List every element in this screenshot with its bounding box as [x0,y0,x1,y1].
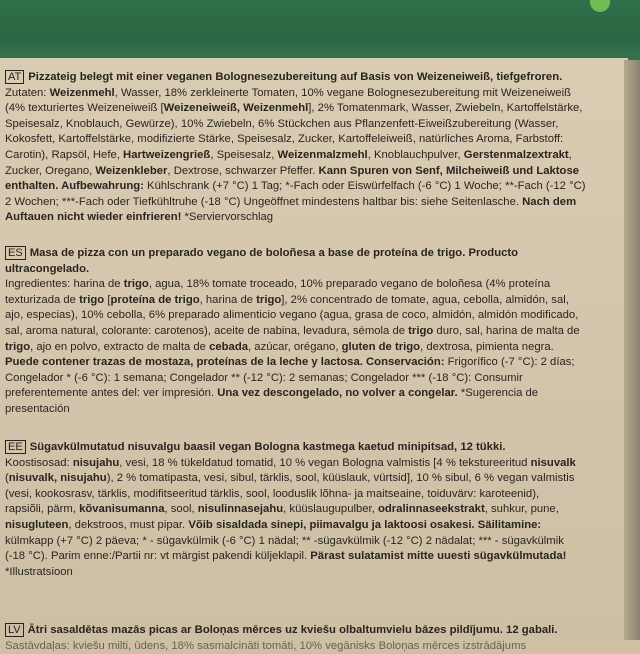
bold-text-segment: nisuvalk [530,456,576,469]
bold-text-segment: cebada [209,340,249,353]
text-segment: (vesi, kookosrasv, tärklis, modifitseeritud tärklis, sool, looduslik lõhna- ja maitseaine, toiduvärv: karoteenid), [5,487,540,500]
text-segment: ajo, especias), 10% cebolla, 6% preparado alimenticio vegano (agua, grasa de coco, almidón, almidón modificado, [5,309,579,322]
text-line [5,440,619,456]
text-segment: *Sugerencia de [457,387,539,400]
bold-text-segment: Hartweizengrieß [123,148,211,161]
bold-text-segment: Võib sisaldada sinepi, piimavalgu ja laktoosi osakesi. Säilitamine: [188,518,542,531]
text-line [5,639,619,654]
bold-text-segment: trigo [5,340,31,353]
text-line [5,277,619,293]
text-line [5,471,619,487]
bold-text-segment: Auftauen nicht wieder einfrieren! [5,211,182,224]
bold-text-segment: nisuvalk, nisujahu [8,472,107,485]
text-segment: Zutaten: [5,86,50,99]
text-line [5,164,619,180]
text-segment: Zucker, Oregano, [5,164,96,177]
text-segment: Carotin), Rapsöl, Hefe, [5,148,124,161]
text-segment: (4% texturiertes Weizeneiweiß [ [5,102,164,115]
text-segment: preferentemente antes del: ver impresión. [5,387,218,400]
text-line [5,308,619,324]
text-line [5,132,619,148]
text-line [5,340,619,356]
language-code-tag: LV [5,623,24,637]
text-line [5,179,619,195]
text-segment: Koostisosad: [5,456,73,469]
language-code-tag: EE [5,440,26,454]
text-segment: Kokosfett, Kartoffelstärke, modifizierte Stärke, Speisesalz, Zucker, Kartoffeleiweiß, natürliches Aroma, Farbstoff: [5,133,564,146]
text-segment: presentación [5,402,70,415]
text-segment: , küüslaugupulber, [283,503,378,516]
text-segment: (-18 °C). Parim enne:/Partii nr: vt märgist pakendi küljeklapil. [5,550,311,563]
text-segment: Speisesalz, Knoblauch, Gewürze), 10% Zwiebeln, 6% Stückchen aus Pflanzenfett-Eiweißzubereitung (Wasser, [5,117,559,130]
bold-text-segment: odralinnaseekstrakt [377,503,485,516]
bold-text-segment: nisulinnasejahu [197,503,284,516]
text-segment: , suhkur, pune, [484,503,559,516]
text-segment: , Dextrose, schwarzer Pfeffer. [167,164,319,177]
bold-text-segment: Kann Spuren von Senf, Milcheiweiß und Laktose [318,164,580,177]
bold-text-segment: trigo [256,293,282,306]
bold-text-segment: trigo [79,293,105,306]
bold-text-segment: proteína de trigo [110,293,200,306]
text-segment: Congelador * (-6 °C): 1 semana; Congelador ** (-12 °C): 2 semanas; Congelador *** (-18 °C): Consumir [5,371,523,384]
bold-text-segment: Pärast sulatamist mitte uuesti sügavkülmutada! [310,550,567,563]
text-line [5,502,619,518]
text-segment: Sastāvdaļas: kviešu milti, ūdens, 18% sasmalcināti tomāti, 10% vegānisks Boloņas mērces izstrādājums [5,639,527,652]
bold-text-segment: Ātri sasaldētas mazās picas ar Boloņas mērces uz kviešu olbaltumvielu bāzes pildījumu. 12 gabali. [27,624,558,636]
text-line [5,534,619,550]
language-code-tag: AT [5,70,24,84]
ingredients-panel [0,58,628,652]
text-segment: Kühlschrank (+7 °C) 1 Tag; *-Fach oder Eiswürfelfach (-6 °C) 1 Woche; **-Fach (-12 °C) [143,180,586,193]
text-segment: , Knoblauchpulver, [367,148,464,161]
text-segment: ), 2 % tomatipasta, vesi, sibul, tärklis, sool, küüslauk, vürtsid], 10 % sibul, 6 % vegan valmistis [106,472,575,485]
bold-text-segment: trigo [123,278,149,291]
text-segment: texturizada de [5,293,80,306]
text-segment: , Speisesalz, [210,148,278,161]
bold-text-segment: Weizenmehl [49,86,115,99]
bold-text-segment: nisujahu [72,456,120,469]
text-segment: duro, sal, harina de malta de [433,324,580,337]
text-line [5,386,619,402]
bold-text-segment: kõvanisumanna [79,503,165,516]
text-segment: , dekstroos, must pipar. [68,518,189,531]
text-line [5,210,619,226]
bold-text-segment: Pizzateig belegt mit einer veganen Bolognesezubereitung auf Basis von Weizeneiweiß, tiefgefroren. [28,71,563,83]
text-segment: , [568,148,572,161]
text-line [5,293,619,309]
text-line [5,262,619,278]
text-segment: , ajo en polvo, extracto de malta de [30,340,210,353]
text-segment: [ [104,293,111,306]
language-code-tag: ES [5,246,26,260]
text-line [5,148,619,164]
text-line [5,195,619,211]
text-line [5,549,619,565]
text-line [5,70,619,86]
text-line [5,487,619,503]
text-segment: Frigorífico (-7 °C): 2 días; [444,356,575,369]
text-line [5,518,619,534]
bold-text-segment: enthalten. Aufbewahrung: [5,180,144,193]
text-segment: ], 2% concentrado de tomate, agua, cebolla, almidón, sal, [281,293,569,306]
bold-text-segment: nisugluteen [5,518,69,531]
text-segment: rapsiõli, pärm, [5,503,80,516]
text-line [5,623,619,639]
section-at [5,70,619,226]
bold-text-segment: Weizenmalzmehl [277,148,368,161]
bold-text-segment: Puede contener trazas de mostaza, proteínas de la leche y lactosa. Conservación: [5,356,445,369]
text-segment: ], 2% Tomatenmark, Wasser, Zwiebeln, Kartoffelstärke, [308,102,583,115]
bold-text-segment: ultracongelado. [5,262,90,275]
text-segment: , vesi, 18 % tükeldatud tomatid, 10 % vegan Bologna valmistis [4 % tekstureeritud [119,456,531,469]
text-segment: , harina de [199,293,257,306]
bold-text-segment: Sügavkülmutatud nisuvalgu baasil vegan Bologna kastmega kaetud minipitsad, 12 tükki. [29,441,506,453]
text-segment: , sool, [164,503,198,516]
text-line [5,101,619,117]
text-line [5,246,619,262]
section-ee [5,440,619,580]
text-segment: *Serviervorschlag [181,211,274,224]
text-segment: Ingredientes: harina de [5,278,124,291]
section-lv [5,623,619,654]
bold-text-segment: Gerstenmalzextrakt [463,148,569,161]
text-line [5,324,619,340]
bold-text-segment: Weizeneiweiß, Weizenmehl [163,102,309,115]
text-segment: , azúcar, orégano, [248,340,342,353]
text-line [5,565,619,581]
section-es [5,246,619,418]
text-segment: ( [5,472,9,485]
bold-text-segment: Weizenkleber [95,164,168,177]
text-line [5,117,619,133]
bold-text-segment: Nach dem [522,195,577,208]
text-segment: sal, aroma natural, colorante: carotenos), aceite de nabina, levadura, sémola de [5,324,409,337]
text-segment: 2 Wochen; ***-Fach oder Tiefkühltruhe (-18 °C) Ungeöffnet mindestens haltbar bis: siehe Seitenlasche. [5,195,523,208]
text-segment: *Illustratsioon [5,565,73,578]
text-segment: , dextrosa, pimienta negra. [420,340,554,353]
text-line [5,86,619,102]
bold-text-segment: Una vez descongelado, no volver a congelar. [217,387,458,400]
text-line [5,355,619,371]
text-line [5,456,619,472]
text-line [5,402,619,418]
text-segment: külmkapp (+7 °C) 2 päeva; * - sügavkülmik (-6 °C) 1 nädal; ** -sügavkülmik (-12 °C) 2 nädalat; *** - sügavkülmik [5,534,564,547]
bold-text-segment: Masa de pizza con un preparado vegano de boloñesa a base de proteína de trigo. Producto [29,247,519,259]
bold-text-segment: gluten de trigo [341,340,421,353]
bold-text-segment: trigo [408,324,434,337]
text-segment: , agua, 18% tomate troceado, 10% preparado vegano de boloñesa (4% proteína [148,278,551,291]
text-segment: , Wasser, 18% zerkleinerte Tomaten, 10% vegane Bolognesezubereitung mit Weizeneiweiß [114,86,571,99]
package-edge [624,60,640,640]
packaging-header-band [0,0,640,64]
text-line [5,371,619,387]
